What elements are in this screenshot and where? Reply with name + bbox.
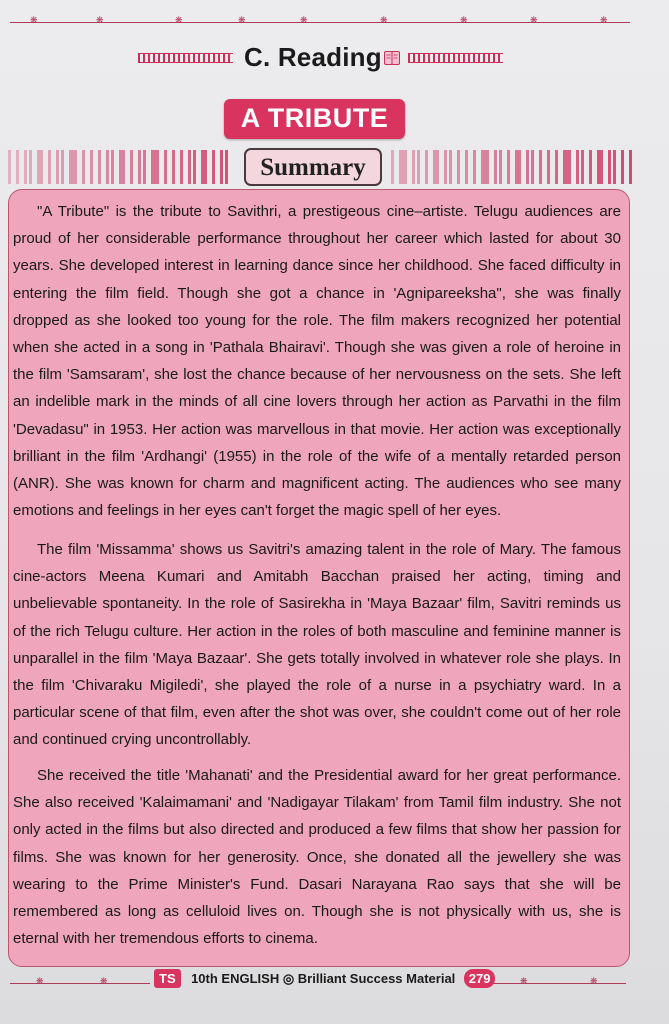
- decorative-bar: [581, 150, 584, 184]
- decorative-bar: [56, 150, 59, 184]
- ornament-icon: ❋: [96, 16, 104, 26]
- decorative-bar: [138, 150, 141, 184]
- heading-hatch-left: [138, 53, 233, 63]
- decorative-bar: [172, 150, 175, 184]
- decorative-bar: [555, 150, 558, 184]
- footer-rule-right: [486, 983, 626, 984]
- decorative-bar: [193, 150, 196, 184]
- decorative-bar: [29, 150, 32, 184]
- tribute-badge: [224, 99, 405, 139]
- decorative-bar: [412, 150, 415, 184]
- decorative-bar: [589, 150, 592, 184]
- decorative-bar: [48, 150, 51, 184]
- tribute-badge-text: A TRIBUTE: [240, 103, 389, 133]
- heading-hatch-right: [408, 53, 503, 63]
- decorative-bar: [539, 150, 542, 184]
- decorative-bar: [417, 150, 420, 184]
- decorative-bar: [212, 150, 215, 184]
- ornament-icon: ❋: [238, 16, 246, 26]
- decorative-bar: [494, 150, 497, 184]
- decorative-bar: [188, 150, 191, 184]
- decorative-bar: [507, 150, 510, 184]
- decorative-bar: [526, 150, 529, 184]
- footer-state-badge: TS: [154, 969, 181, 988]
- ornament-icon: ❋: [300, 16, 308, 26]
- footer-title: 10th ENGLISH ◎ Brilliant Success Material: [191, 970, 456, 986]
- ornament-icon: ❋: [100, 977, 108, 987]
- decorative-bar: [481, 150, 489, 184]
- ornament-icon: ❋: [600, 16, 608, 26]
- decorative-bar: [61, 150, 64, 184]
- ornament-icon: ❋: [530, 16, 538, 26]
- decorative-bar: [98, 150, 101, 184]
- decorative-bar: [613, 150, 616, 184]
- summary-bars-right: [386, 150, 632, 184]
- decorative-bar: [597, 150, 603, 184]
- decorative-bar: [16, 150, 19, 184]
- ornament-icon: ❋: [460, 16, 468, 26]
- decorative-bar: [151, 150, 159, 184]
- book-icon: [384, 51, 400, 65]
- decorative-bar: [621, 150, 624, 184]
- summary-paragraph-2: The film 'Missamma' shows us Savitri's amazing talent in the role of Mary. The famous cine-actors Meena Kumari and Amitabh Bacchan praised her acting, timing and unbelievable spontaneity. In the role of Sasirekha in 'Maya Bazaar' film, Savitri reminds us of the rich Telugu culture. Her action in the roles of both masculine and feminine manner is unparallel in the film 'Maya Bazaar'. She gets totally involved in whatever role she plays. In the film 'Chivaraku Migiledi', she played the role of a nurse in a psychiatry ward. In a particular scene of that film, even after the shot was over, she couldn't come out of her role and continued crying uncontrollably.: [13, 541, 621, 749]
- decorative-bar: [90, 150, 93, 184]
- decorative-bar: [24, 150, 27, 184]
- decorative-bar: [106, 150, 109, 184]
- decorative-bar: [220, 150, 223, 184]
- decorative-bar: [111, 150, 114, 184]
- decorative-bar: [201, 150, 207, 184]
- decorative-bar: [515, 150, 521, 184]
- decorative-bar: [399, 150, 407, 184]
- footer: [154, 969, 495, 991]
- summary-paragraph-3: She received the title 'Mahanati' and the Presidential award for her great performance. She also received 'Kalaimamani' and 'Nadigayar Tilakam' from Tamil film industry. She not only acted in the films but also directed and produced a few films that show her passion for films. She was known for her generosity. Once, she donated all the jewellery she was wearing to the Prime Minister's Fund. Dasari Narayana Rao says that she will be remembered as long as celluloid lives on. Though she is not physically with us, she is eternal with her tremendous efforts to cinema.: [13, 767, 621, 948]
- ornament-icon: ❋: [590, 977, 598, 987]
- decorative-bar: [457, 150, 460, 184]
- summary-heading-box: [244, 148, 382, 186]
- summary-paragraph-1: "A Tribute" is the tribute to Savithri, a prestigeous cine–artiste. Telugu audiences are proud of her considerable performance throughout her career which lasted for about 30 years. She developed interest in learning dance since her childhood. She faced difficulty in entering the film field. Though she got a chance in 'Agnipareeksha", she was finally dropped as she looked too young for the role. The film makers recognized her potential when she acted in a song in 'Pathala Bhairavi'. Though she was given a role of heroine in the film 'Samsaram', she lost the chance because of her nervousness on the sets. She left an indelible mark in the minds of all cine lovers through her action as Parvathi in the film 'Devadasu" in 1953. Her action was marvellous in that movie. Her action was exceptionally brilliant in the film 'Ardhangi' (1955) in the role of the wife of a mentally retarded person (ANR). She was known for charm and magnificent acting. The audiences who see many emotions and feelings in her eyes can't forget the magic spell of her eyes.: [13, 203, 621, 520]
- summary-heading: Summary: [260, 154, 366, 181]
- decorative-bar: [629, 150, 632, 184]
- decorative-bar: [444, 150, 447, 184]
- page-number: 279: [464, 969, 496, 988]
- decorative-bar: [473, 150, 476, 184]
- decorative-bar: [547, 150, 550, 184]
- decorative-bar: [180, 150, 183, 184]
- decorative-bar: [576, 150, 579, 184]
- footer-rule-left: [10, 983, 150, 984]
- summary-panel: [8, 189, 630, 967]
- section-title: C. Reading: [244, 42, 382, 72]
- decorative-bar: [119, 150, 125, 184]
- decorative-bar: [164, 150, 167, 184]
- ornament-icon: ❋: [380, 16, 388, 26]
- decorative-bar: [531, 150, 534, 184]
- decorative-bar: [433, 150, 439, 184]
- decorative-bar: [37, 150, 43, 184]
- ornament-icon: ❋: [175, 16, 183, 26]
- ornament-icon: ❋: [36, 977, 44, 987]
- decorative-bar: [425, 150, 428, 184]
- decorative-bar: [130, 150, 133, 184]
- decorative-bar: [563, 150, 571, 184]
- decorative-bar: [499, 150, 502, 184]
- decorative-bar: [449, 150, 452, 184]
- decorative-bar: [8, 150, 11, 184]
- decorative-bar: [143, 150, 146, 184]
- decorative-bar: [69, 150, 77, 184]
- decorative-bar: [465, 150, 468, 184]
- decorative-bar: [391, 150, 394, 184]
- decorative-bar: [608, 150, 611, 184]
- ornament-icon: ❋: [520, 977, 528, 987]
- summary-bars-left: [8, 150, 240, 184]
- decorative-bar: [225, 150, 228, 184]
- ornament-icon: ❋: [30, 16, 38, 26]
- decorative-bar: [82, 150, 85, 184]
